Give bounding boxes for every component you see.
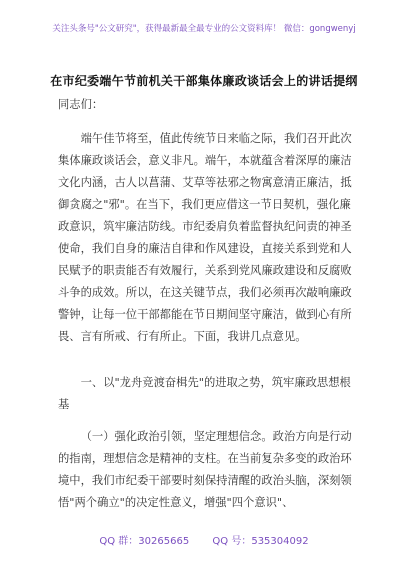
- paragraph-1: [58, 128, 354, 348]
- paragraph-2-text: （一）强化政治引领，坚定理想信念。政治方向是行动的指南，理想信念是精神的支柱。在当前复杂多变的政治环境中，我们市纪委干部要时刻保持清醒的政治头脑，深刻领悟"两个确立"的决定性意义，增强"四个意识"、: [58, 430, 352, 509]
- section-heading-1: [58, 372, 354, 416]
- paragraph-2: [58, 426, 354, 514]
- paragraph-1-text: 端午佳节将至，值此传统节日来临之际，我们召开此次集体廉政谈话会，意义非凡。端午，本就蕴含着深厚的廉洁文化内涵，古人以菖蒲、艾草等祛邪之物寓意清正廉洁，抵御贪腐之"邪"。在当下，我们更应借这一节日契机，强化廉政意识，筑牢廉洁防线。市纪委肩负着监督执纪问责的神圣使命，我们自身的廉洁自律和作风建设，直接关系到党和人民赋予的职责能否有效履行，关系到党风廉政建设和反腐败斗争的成效。所以，在这关键节点，我们必须再次敲响廉政警钟，让每一位干部都能在节日期间坚守廉洁，做到心有所畏、言有所戒、行有所止。下面，我讲几点意见。: [58, 132, 352, 343]
- footer-qq-number: QQ 号：535304092: [212, 536, 309, 547]
- section-heading-1-text: 一、以"龙舟竞渡奋楫先"的进取之势，筑牢廉政思想根基: [58, 376, 351, 411]
- footer-qq-group: QQ 群：30265665: [99, 536, 190, 547]
- header-note: 关注头条号"公文研究"，获得最新最全最专业的公文资料库！ 微信：gongwenyj: [52, 24, 356, 34]
- document-title: 在市纪委端午节前机关干部集体廉政谈话会上的讲话提纲: [50, 74, 358, 88]
- salutation: 同志们：: [58, 98, 104, 111]
- footer-contact: [0, 532, 408, 547]
